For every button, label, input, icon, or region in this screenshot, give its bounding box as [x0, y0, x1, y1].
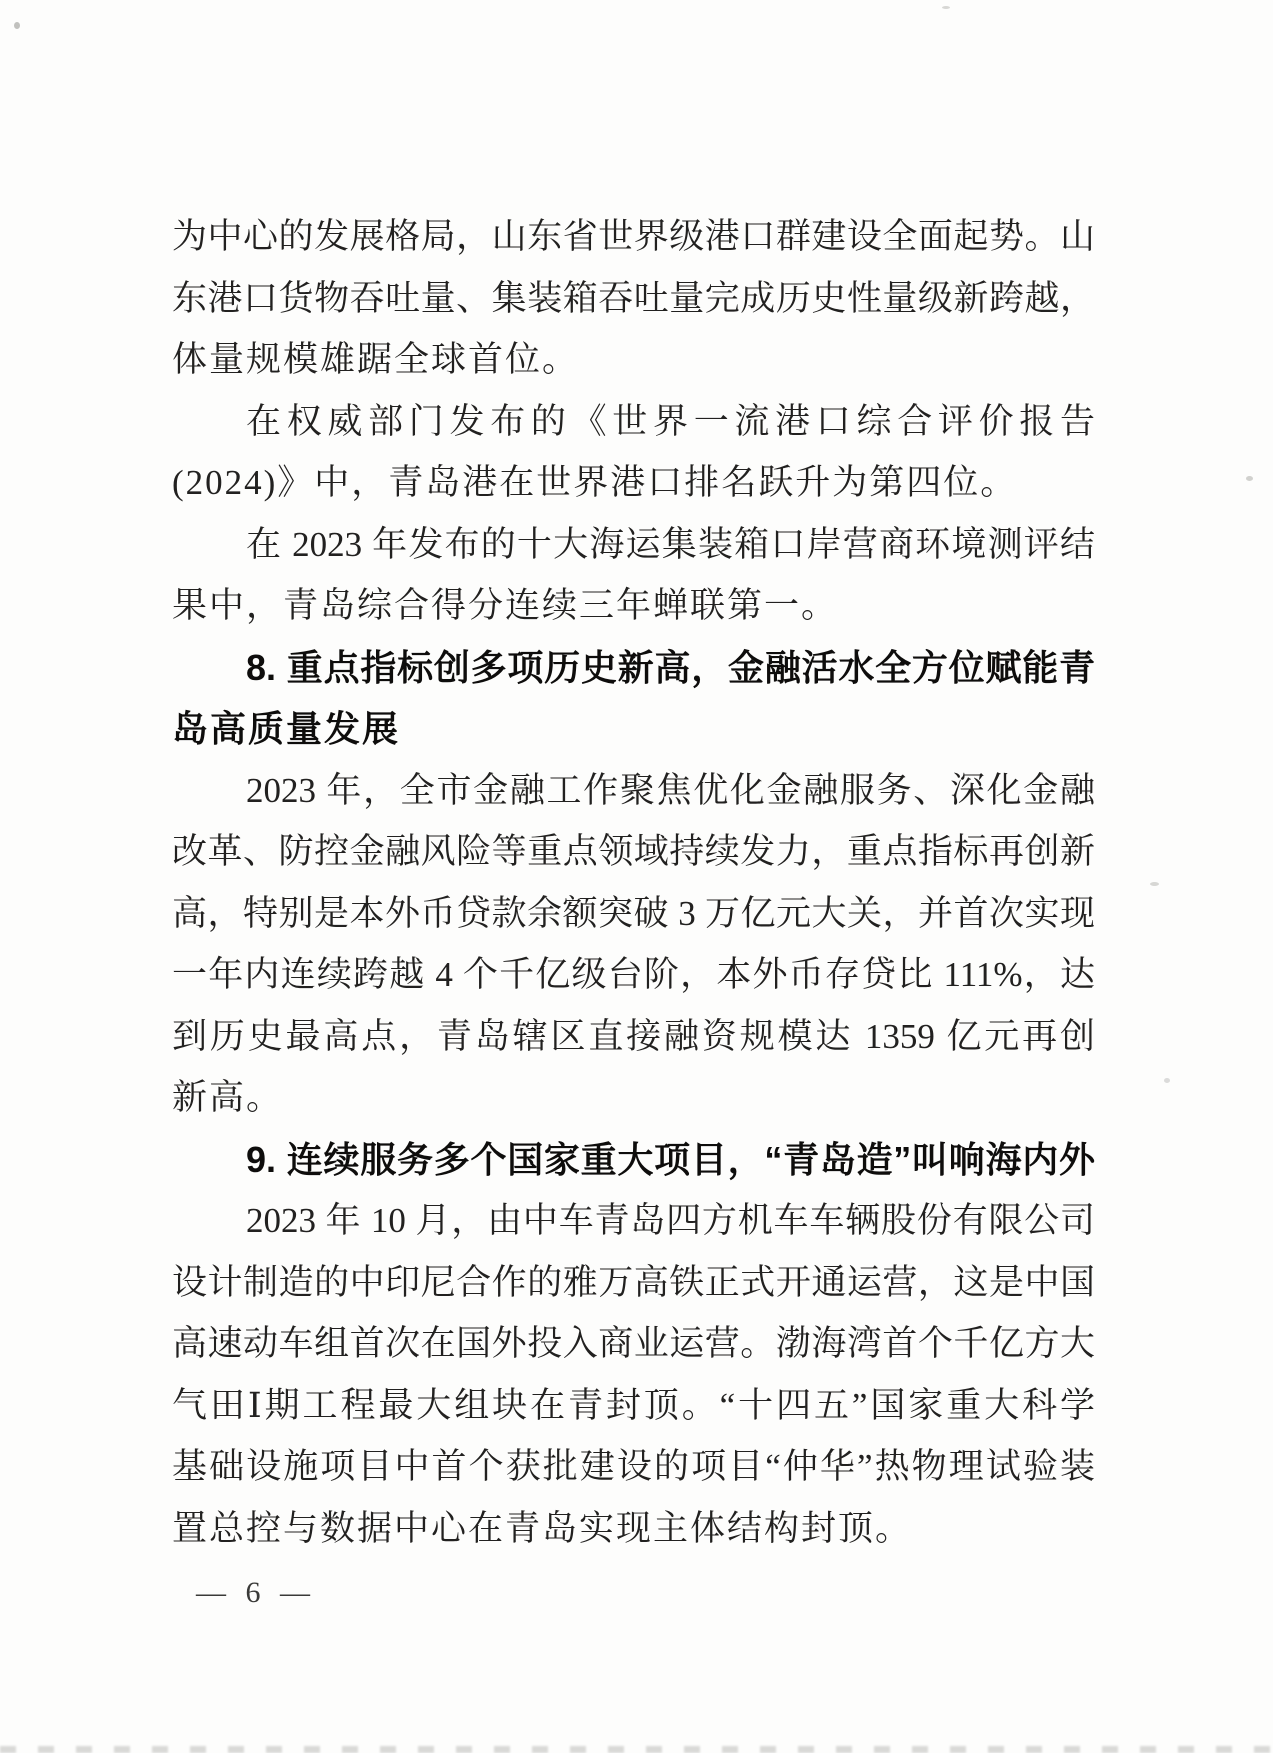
page-number: — 6 — — [196, 1576, 311, 1609]
scan-speck — [1246, 476, 1253, 481]
body-line: 新高。 — [172, 1078, 284, 1117]
body-line: 在 2023 年发布的十大海运集装箱口岸营商环境测评结 — [246, 524, 1095, 564]
body-line: 一年内连续跨越 4 个千亿级台阶，本外币存贷比 111%，达 — [172, 955, 1095, 994]
heading-line: 9. 连续服务多个国家重大项目，“青岛造”叫响海内外 — [246, 1138, 1095, 1180]
scan-speck — [1150, 882, 1159, 886]
body-line: 果中，青岛综合得分连续三年蝉联第一。 — [172, 586, 839, 625]
body-line: 高速动车组首次在国外投入商业运营。渤海湾首个千亿方大 — [172, 1324, 1095, 1363]
body-line: 到历史最高点，青岛辖区直接融资规模达 1359 亿元再创 — [172, 1016, 1095, 1056]
scan-speck — [14, 22, 20, 29]
body-line: 2023 年 10 月，由中车青岛四方机车车辆股份有限公司 — [246, 1201, 1095, 1240]
body-line: 高，特别是本外币贷款余额突破 3 万亿元大关，并首次实现 — [172, 893, 1095, 933]
heading-line: 岛高质量发展 — [172, 708, 401, 749]
body-line: 在权威部门发布的《世界一流港口综合评价报告 — [246, 401, 1095, 441]
scan-speck — [942, 6, 950, 9]
body-line: 体量规模雄踞全球首位。 — [172, 340, 580, 379]
body-line: 为中心的发展格局，山东省世界级港口群建设全面起势。山 — [172, 217, 1095, 256]
body-line: 置总控与数据中心在青岛实现主体结构封顶。 — [172, 1508, 913, 1548]
body-line: 东港口货物吞吐量、集装箱吞吐量完成历史性量级新跨越， — [172, 278, 1095, 318]
body-line: 气田Ⅰ期工程最大组块在青封顶。“十四五”国家重大科学 — [172, 1385, 1095, 1425]
scan-speck — [1164, 1078, 1170, 1083]
scan-edge-artifact — [0, 1746, 1273, 1753]
body-line: 基础设施项目中首个获批建设的项目“仲华”热物理试验装 — [172, 1447, 1095, 1486]
body-line: 设计制造的中印尼合作的雅万高铁正式开通运营，这是中国 — [172, 1262, 1095, 1302]
body-line: (2024)》中，青岛港在世界港口排名跃升为第四位。 — [172, 463, 1018, 502]
heading-line: 8. 重点指标创多项历史新高，金融活水全方位赋能青 — [246, 646, 1095, 688]
body-line: 改革、防控金融风险等重点领域持续发力，重点指标再创新 — [172, 832, 1095, 871]
body-line: 2023 年，全市金融工作聚焦优化金融服务、深化金融 — [246, 770, 1095, 810]
text-block — [172, 0, 1095, 1559]
